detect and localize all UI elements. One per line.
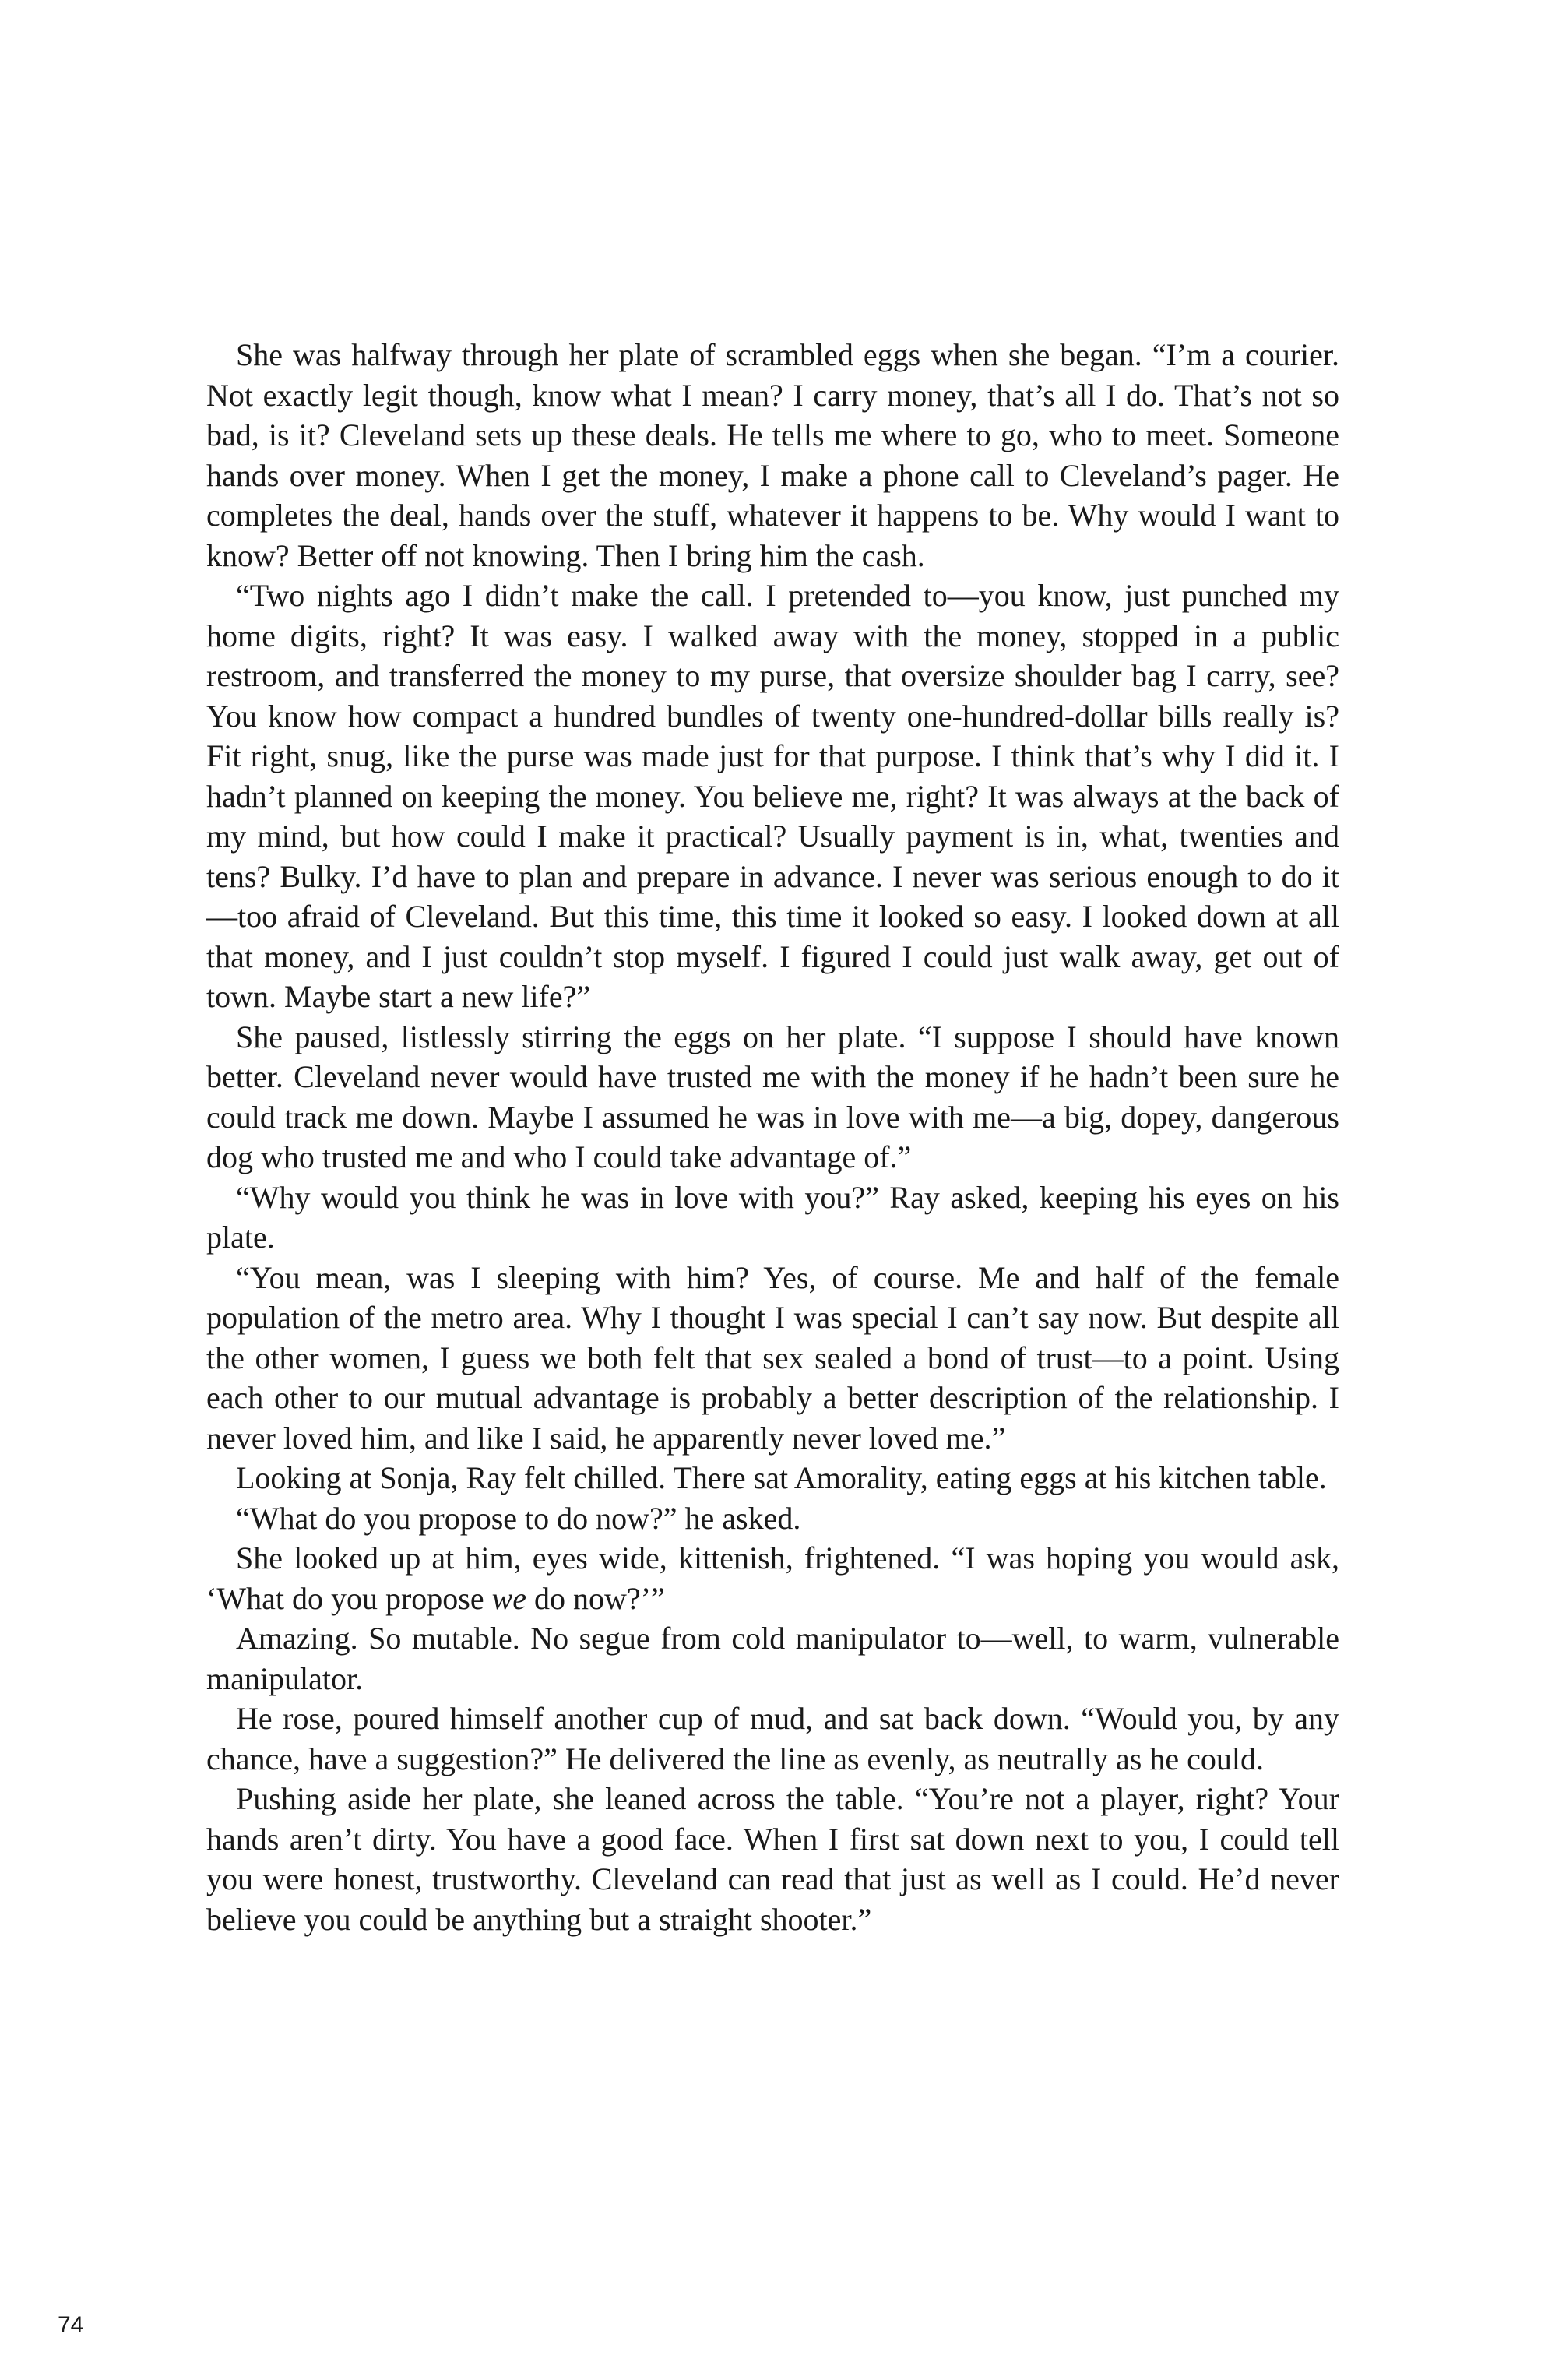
paragraph: “Why would you think he was in love with you?” Ray asked, keeping his eyes on his plate. xyxy=(206,1179,1339,1255)
paragraph: Pushing aside her plate, she leaned across the table. “You’re not a player, right? Your hands aren’t dirty. You have a good face. When I first sat down next to you, I could tell you were honest, trustworthy. Cleveland can read that just as well as I could. He’d never believe you could be anything but a straight shooter.” xyxy=(206,1781,1339,1937)
paragraph-text: do now?’” xyxy=(526,1580,665,1616)
body-text xyxy=(206,335,1339,1939)
page-number: 74 xyxy=(58,2312,84,2338)
paragraph: Looking at Sonja, Ray felt chilled. There sat Amorality, eating eggs at his kitchen table. xyxy=(236,1460,1327,1495)
paragraph: She was halfway through her plate of scrambled eggs when she began. “I’m a courier. Not exactly legit though, know what I mean? I carry money, that’s all I do. That’s not so bad, is it? Cleveland sets up these deals. He tells me where to go, who to meet. Someone hands over money. When I get the money, I make a phone call to Cleveland’s pager. He completes the deal, hands over the stuff, whatever it happens to be. Why would I want to know? Better off not knowing. Then I bring him the cash. xyxy=(206,337,1339,573)
italic-word: we xyxy=(491,1580,527,1616)
paragraph: “You mean, was I sleeping with him? Yes, of course. Me and half of the female population of the metro area. Why I thought I was special I can’t say now. But despite all the other women, I guess we both felt that sex sealed a bond of trust—to a point. Using each other to our mutual advantage is probably a better description of the relationship. I never loved him, and like I said, he apparently never loved me.” xyxy=(206,1259,1339,1456)
paragraph: “What do you propose to do now?” he asked. xyxy=(236,1500,801,1536)
paragraph: “Two nights ago I didn’t make the call. I pretended to—you know, just punched my home digits, right? It was easy. I walked away with the money, stopped in a public restroom, and transferred the money to my purse, that oversize shoulder bag I carry, see? You know how compact a hundred bundles of twenty one-hundred-dollar bills really is? Fit right, snug, like the purse was made just for that purpose. I think that’s why I did it. I hadn’t planned on keeping the money. You believe me, right? It was always at the back of my mind, but how could I make it practical? Usually payment is in, what, twenties and tens? Bulky. I’d have to plan and prepare in advance. I never was serious enough to do it—too afraid of Cleveland. But this time, this time it looked so easy. I looked down at all that money, and I just couldn’t stop myself. I figured I could just walk away, get out of town. Maybe start a new life?” xyxy=(206,578,1339,1014)
paragraph-text: She looked up at him, eyes wide, kittenish, frightened. “I was hoping you would ask, ‘What do you propose xyxy=(206,1540,1339,1616)
paragraph xyxy=(206,1538,1339,1618)
paragraph: Amazing. So mutable. No segue from cold manipulator to—well, to warm, vulnerable manipulator. xyxy=(206,1621,1339,1696)
paragraph: She paused, listlessly stirring the eggs on her plate. “I suppose I should have known better. Cleveland never would have trusted me with the money if he hadn’t been sure he could track me down. Maybe I assumed he was in love with me—a big, dopey, dangerous dog who trusted me and who I could take advantage of.” xyxy=(206,1019,1339,1174)
paragraph: He rose, poured himself another cup of mud, and sat back down. “Would you, by any chance, have a suggestion?” He delivered the line as evenly, as neutrally as he could. xyxy=(206,1701,1339,1776)
